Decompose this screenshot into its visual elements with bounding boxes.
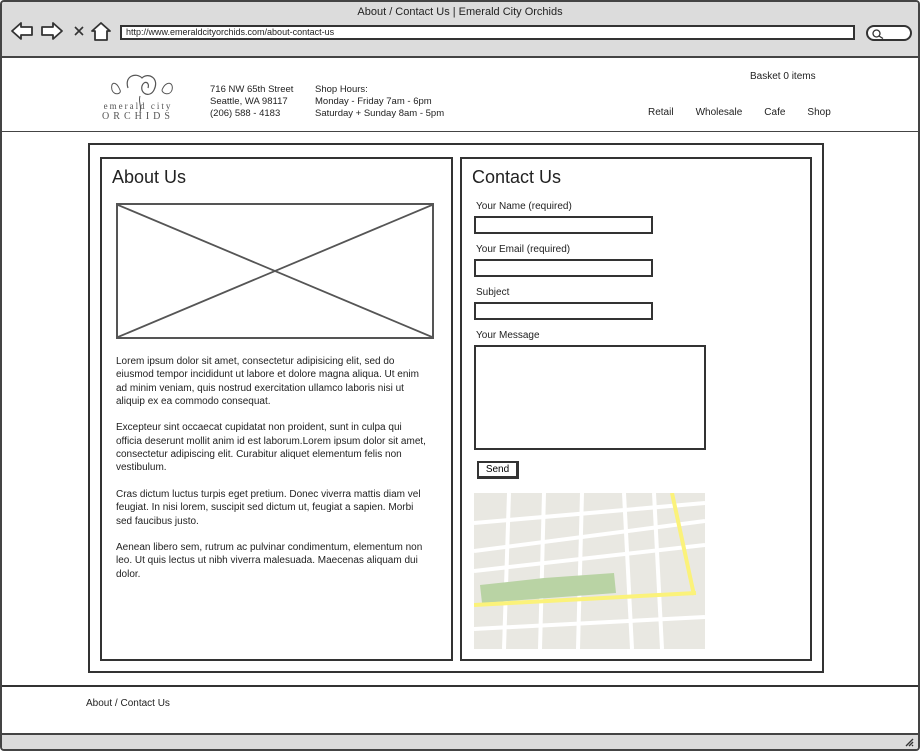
logo-text-bottom: ORCHIDS (102, 111, 174, 122)
home-icon[interactable] (90, 20, 112, 42)
hours-weekend: Saturday + Sunday 8am - 5pm (315, 108, 445, 119)
email-label: Your Email (required) (476, 244, 571, 255)
stop-icon[interactable] (72, 20, 86, 42)
nav-retail[interactable]: Retail (648, 107, 674, 118)
basket-link[interactable]: Basket 0 items (750, 71, 816, 82)
footer-breadcrumb[interactable]: About / Contact Us (86, 698, 170, 709)
email-field[interactable] (474, 259, 653, 277)
nav-shop[interactable]: Shop (807, 107, 831, 118)
image-placeholder (116, 203, 434, 339)
browser-toolbar (2, 20, 918, 58)
name-label: Your Name (required) (476, 201, 572, 212)
browser-status-bar (2, 733, 918, 749)
content-frame (88, 143, 824, 673)
nav-wholesale[interactable]: Wholesale (695, 107, 743, 118)
hours-weekday: Monday - Friday 7am - 6pm (315, 96, 432, 107)
location-map[interactable] (474, 493, 705, 649)
subject-field[interactable] (474, 302, 653, 320)
browser-search-box[interactable] (866, 25, 912, 41)
nav-cafe[interactable]: Cafe (764, 107, 786, 118)
contact-title: Contact Us (472, 167, 562, 187)
message-field[interactable] (474, 345, 706, 450)
main-nav (648, 107, 831, 118)
name-field[interactable] (474, 216, 653, 234)
logo-text-top: emerald city (103, 101, 173, 111)
address-street: 716 NW 65th Street (210, 84, 294, 95)
window-title: About / Contact Us | Emerald City Orchids (2, 2, 918, 22)
about-panel (100, 157, 453, 661)
site-header (2, 60, 918, 132)
shop-hours (315, 84, 444, 120)
hours-heading: Shop Hours: (315, 84, 368, 95)
about-paragraph: Aenean libero sem, rutrum ac pulvinar condimentum, elementum non leo. Ut quis lectus ut nibh viverra malesuada. Maecenas aliquam dui dolor. (116, 542, 423, 580)
logo[interactable] (90, 68, 190, 126)
address-city: Seattle, WA 98117 (210, 96, 288, 107)
back-icon[interactable] (10, 20, 34, 42)
site-footer (2, 685, 918, 733)
resize-grip-icon[interactable] (904, 737, 914, 747)
about-title: About Us (112, 167, 187, 187)
address-bar[interactable]: http://www.emeraldcityorchids.com/about-contact-us (120, 25, 855, 40)
about-paragraph: Lorem ipsum dolor sit amet, consectetur adipisicing elit, sed do eiusmod tempor incididunt ut labore et dolore magna aliqua. Ut enim ad minim veniam, quis nostrud exercitation ullamco laboris nisi ut aliquip ex ea commodo consequat. (116, 356, 419, 407)
subject-label: Subject (476, 287, 510, 298)
about-paragraph: Excepteur sint occaecat cupidatat non proident, sunt in culpa qui officia deserunt mollit anim id est laborum.Lorem ipsum dolor sit amet, consectetur adipiscing elit. Curabitur aliquet elementum felis non vestibulum. (116, 422, 426, 474)
shop-address (210, 84, 293, 120)
about-paragraph: Cras dictum luctus turpis eget pretium. Donec viverra mattis diam vel feugiat. In nisi lorem, suscipit sed dictum ut, feugiat a sapien. Morbi sed faucibus justo. (116, 488, 421, 527)
send-button[interactable]: Send (477, 461, 519, 479)
search-icon (872, 29, 884, 39)
forward-icon[interactable] (40, 20, 64, 42)
about-body (116, 355, 428, 594)
contact-panel (460, 157, 812, 661)
message-label: Your Message (476, 330, 540, 341)
address-phone: (206) 588 - 4183 (210, 108, 281, 119)
